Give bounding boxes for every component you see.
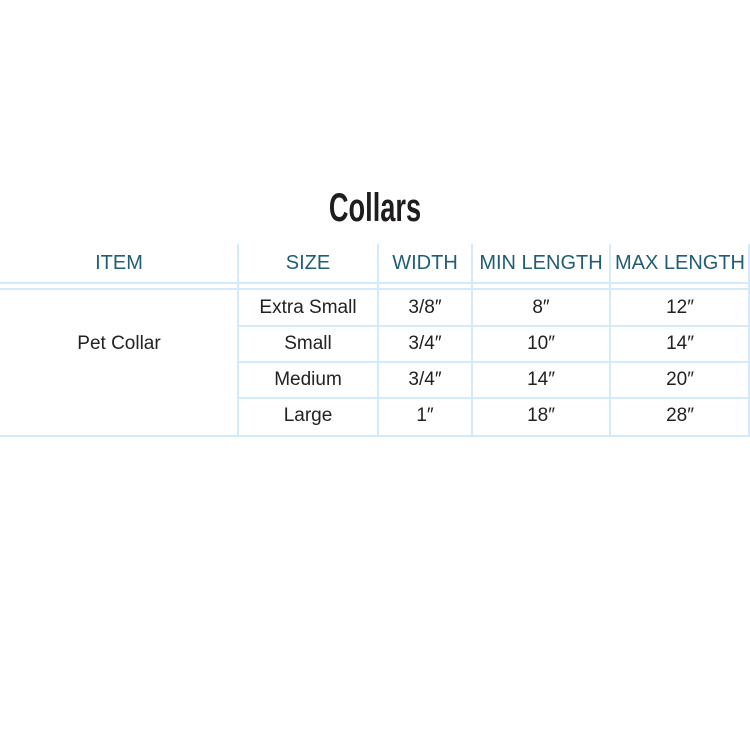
cell-size: Medium (274, 369, 342, 390)
column-header-width: WIDTH (392, 251, 458, 274)
cell-width: 3/4″ (408, 333, 442, 354)
cell-size: Large (283, 405, 333, 426)
item-label: Pet Collar (77, 333, 161, 354)
column-header-min-length: MIN LENGTH (479, 251, 603, 274)
cell-size: Extra Small (259, 297, 357, 318)
cell-min-length: 18″ (527, 405, 555, 426)
cell-width: 3/8″ (408, 297, 442, 318)
cell-size: Small (284, 333, 332, 354)
page-title: Collars (328, 186, 422, 230)
cell-max-length: 20″ (666, 369, 694, 390)
cell-min-length: 8″ (532, 297, 550, 318)
cell-min-length: 14″ (527, 369, 555, 390)
header-rule-top (0, 282, 750, 284)
column-header-item: ITEM (95, 251, 143, 274)
cell-max-length: 12″ (666, 297, 694, 318)
cell-max-length: 28″ (666, 405, 694, 426)
table-bottom-rule (0, 435, 750, 437)
cell-width: 1″ (416, 405, 434, 426)
column-header-size: SIZE (285, 251, 331, 274)
cell-width: 3/4″ (408, 369, 442, 390)
column-header-max-length: MAX LENGTH (614, 251, 746, 274)
cell-min-length: 10″ (527, 333, 555, 354)
cell-max-length: 14″ (666, 333, 694, 354)
